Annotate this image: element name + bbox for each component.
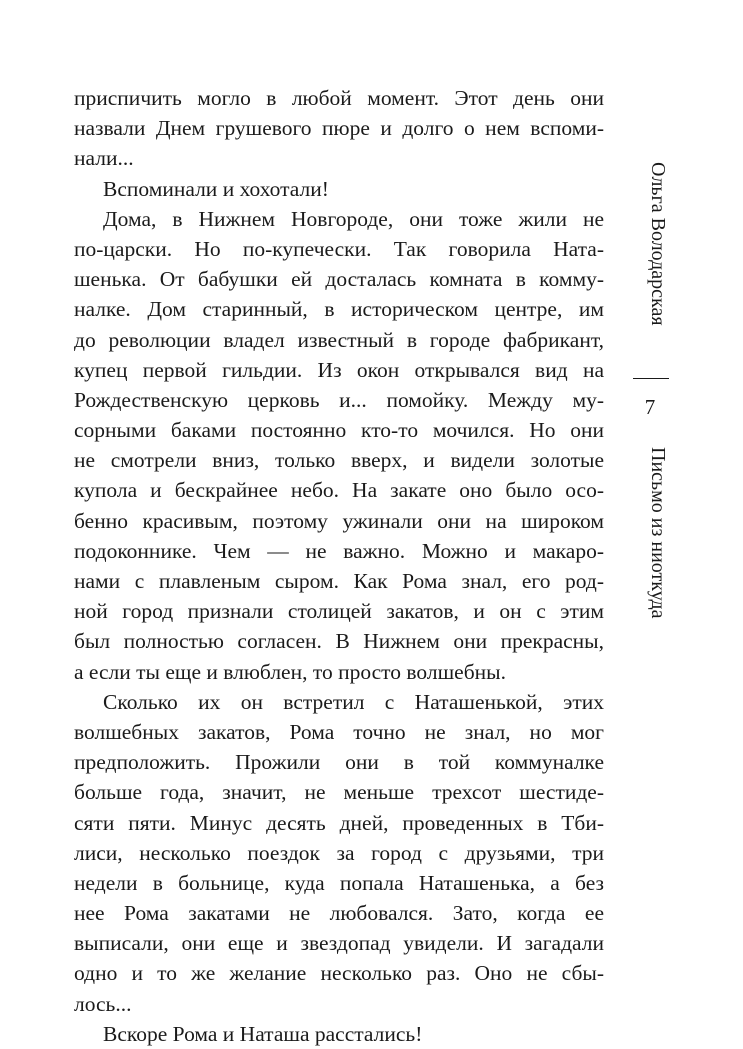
text-line: выписали, они еще и звездопад увидели. И загадали [74, 931, 604, 956]
text-line: по-царски. Но по-купечески. Так говорила Ната- [74, 236, 604, 261]
text-line: Сколько их он встретил с Наташенькой, этих [103, 689, 604, 714]
text-line: подоконнике. Чем — не важно. Можно и макаро- [74, 538, 604, 563]
running-head [629, 160, 671, 670]
page-number: 7 [644, 395, 656, 419]
text-line: купола и бескрайнее небо. На закате оно было осо- [74, 478, 604, 503]
text-line: лось... [74, 991, 132, 1016]
text-line: назвали Днем грушевого пюре и долго о нем вспоми- [74, 116, 604, 141]
page-body-text [74, 83, 604, 1049]
text-line: сорными баками постоянно кто-то мочился. Но они [74, 418, 604, 443]
text-line: приспичить могло в любой момент. Этот день они [74, 86, 604, 110]
text-line: лиси, несколько поездок за город с друзьями, три [74, 840, 604, 865]
text-line: Дома, в Нижнем Новгороде, они тоже жили не [103, 206, 604, 231]
text-line: не смотрели вниз, только вверх, и видели золотые [74, 448, 604, 473]
running-head-divider [633, 378, 669, 379]
text-line: сяти пяти. Минус десять дней, проведенных в Тби- [74, 810, 604, 835]
running-head-title: Письмо из ниоткуда [647, 447, 669, 619]
text-line: одно и то же желание несколько раз. Оно не сбы- [74, 961, 604, 986]
text-line: налке. Дом старинный, в историческом центре, им [74, 297, 604, 322]
text-line: нами с плавленым сыром. Как Рома знал, его род- [74, 569, 604, 593]
text-line: нали... [74, 146, 134, 171]
text-line: купец первой гильдии. Из окон открывался вид на [74, 357, 604, 382]
text-line: недели в больнице, куда попала Наташенька, а без [74, 870, 604, 895]
text-line: а если ты еще и влюблен, то просто волшебны. [74, 659, 506, 684]
text-line: предположить. Прожили они в той коммуналке [74, 750, 604, 775]
text-line: волшебных закатов, Рома точно не знал, но мог [74, 719, 604, 744]
text-line: до революции владел известный в городе фабрикант, [74, 327, 604, 352]
text-line: Рождественскую церковь и... помойку. Между му- [74, 387, 604, 412]
text-line: ной город признали столицей закатов, и он с этим [74, 599, 604, 624]
text-line: шенька. От бабушки ей досталась комната в комму- [74, 267, 604, 292]
text-line: бенно красивым, поэтому ужинали они на широком [74, 508, 604, 533]
text-line: нее Рома закатами не любовался. Зато, когда ее [74, 901, 604, 926]
text-line: Вскоре Рома и Наташа расстались! [103, 1021, 423, 1046]
text-line: был полностью согласен. В Нижнем они прекрасны, [74, 629, 604, 654]
running-head-author: Ольга Володарская [647, 162, 669, 326]
text-line: больше года, значит, не меньше трехсот шестиде- [74, 780, 604, 805]
text-line: Вспоминали и хохотали! [103, 176, 329, 201]
